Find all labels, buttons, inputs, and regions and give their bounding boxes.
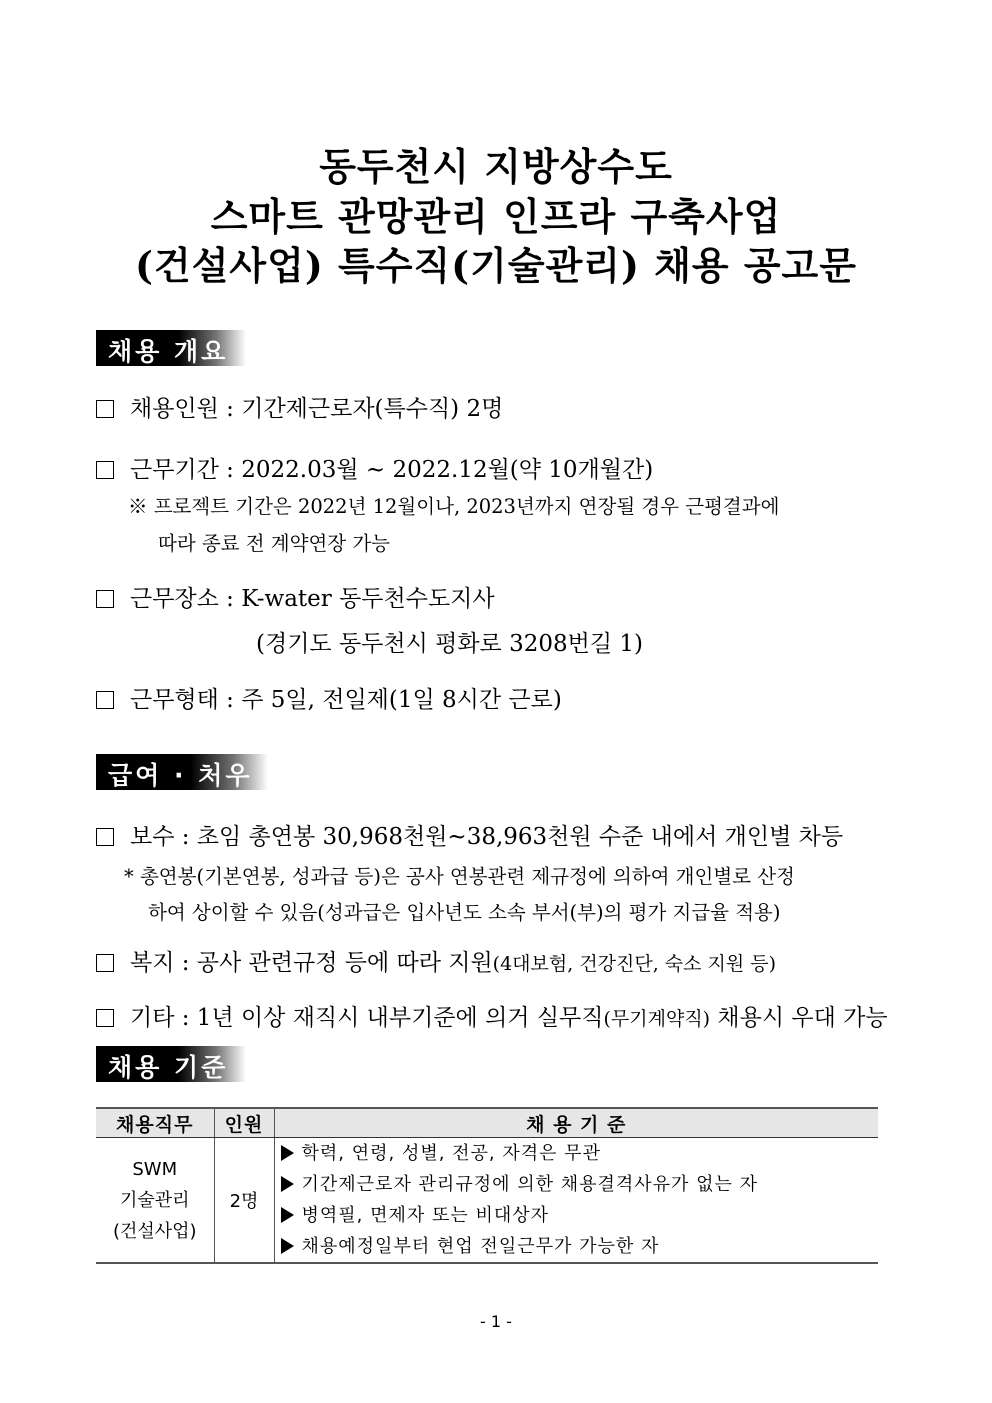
period-note-2: 따라 종료 전 계약연장 가능	[158, 532, 391, 555]
location-address: (경기도 동두천시 평화로 3208번길 1)	[256, 631, 643, 657]
section-header-label: 급여 · 처우	[108, 761, 253, 790]
job-line: 기술관리	[119, 1189, 190, 1211]
salary-text: 보수 : 초임 총연봉 30,968천원~38,963천원 수준 내에서 개인별 차등	[130, 824, 844, 850]
overview-worktype	[96, 681, 562, 714]
title-line-1: 동두천시 지방상수도	[319, 144, 673, 189]
section-header-label: 채용 개요	[108, 337, 229, 366]
etc-text: 기타 : 1년 이상 재직시 내부기준에 의거 실무직	[130, 1005, 604, 1031]
etc-tail: 채용시 우대 가능	[710, 1005, 888, 1031]
checkbox-icon	[96, 954, 114, 972]
criteria-text: 학력, 연령, 성별, 전공, 자격은 무관	[301, 1143, 602, 1164]
period-text: 근무기간 : 2022.03월 ~ 2022.12월(약 10개월간)	[130, 457, 654, 483]
header-job: 채용직무	[96, 1108, 214, 1138]
checkbox-icon	[96, 1009, 114, 1027]
section-header-criteria	[96, 1046, 246, 1082]
right-triangle-icon	[281, 1176, 294, 1192]
headcount-text: 채용인원 : 기간제근로자(특수직) 2명	[130, 396, 504, 422]
salary-note-2: 하여 상이할 수 있음(성과급은 입사년도 소속 부서(부)의 평가 지급율 적용)	[148, 901, 781, 924]
table-row	[96, 1138, 878, 1264]
overview-headcount	[96, 390, 503, 423]
title-line-2: 스마트 관망관리 인프라 구축사업	[210, 194, 782, 239]
criteria-text: 채용예정일부터 현업 전일근무가 가능한 자	[301, 1236, 660, 1257]
pay-salary	[96, 818, 843, 851]
header-criteria: 채 용 기 준	[274, 1108, 878, 1138]
right-triangle-icon	[281, 1207, 294, 1223]
criteria-text: 기간제근로자 관리규정에 의한 채용결격사유가 없는 자	[301, 1174, 759, 1195]
checkbox-icon	[96, 691, 114, 709]
section-header-overview	[96, 330, 246, 366]
criteria-item	[281, 1200, 879, 1231]
etc-detail: (무기계약직)	[603, 1008, 711, 1030]
title-line-3: (건설사업) 특수직(기술관리) 채용 공고문	[135, 243, 857, 288]
right-triangle-icon	[281, 1145, 294, 1161]
criteria-item	[281, 1138, 879, 1169]
welfare-detail: (4대보험, 건강진단, 숙소 지원 등)	[492, 953, 777, 975]
job-line: (건설사업)	[112, 1220, 197, 1242]
pay-welfare	[96, 944, 776, 977]
table-header-row	[96, 1108, 878, 1138]
location-text: 근무장소 : K-water 동두천수도지사	[130, 586, 495, 612]
count-cell: 2명	[214, 1138, 274, 1264]
period-note-1: ※ 프로젝트 기간은 2022년 12월이나, 2023년까지 연장될 경우 근평결과에	[128, 495, 780, 518]
criteria-item	[281, 1169, 879, 1200]
pay-etc	[96, 999, 888, 1032]
checkbox-icon	[96, 400, 114, 418]
right-triangle-icon	[281, 1238, 294, 1254]
welfare-text: 복지 : 공사 관련규정 등에 따라 지원	[130, 950, 493, 976]
section-header-label: 채용 기준	[108, 1053, 229, 1082]
section-header-pay	[96, 754, 268, 790]
checkbox-icon	[96, 590, 114, 608]
overview-location	[96, 580, 495, 613]
checkbox-icon	[96, 828, 114, 846]
overview-period	[96, 451, 653, 484]
page-number: - 1 -	[480, 1312, 512, 1331]
job-line: SWM	[132, 1158, 178, 1180]
checkbox-icon	[96, 461, 114, 479]
criteria-item	[281, 1231, 879, 1262]
salary-note-1: * 총연봉(기본연봉, 성과급 등)은 공사 연봉관련 제규정에 의하여 개인별로 산정	[124, 865, 795, 888]
criteria-table	[96, 1107, 878, 1264]
job-cell	[96, 1138, 214, 1264]
worktype-text: 근무형태 : 주 5일, 전일제(1일 8시간 근로)	[130, 687, 562, 713]
criteria-text: 병역필, 면제자 또는 비대상자	[301, 1205, 550, 1226]
criteria-cell	[274, 1138, 878, 1264]
header-count: 인원	[214, 1108, 274, 1138]
